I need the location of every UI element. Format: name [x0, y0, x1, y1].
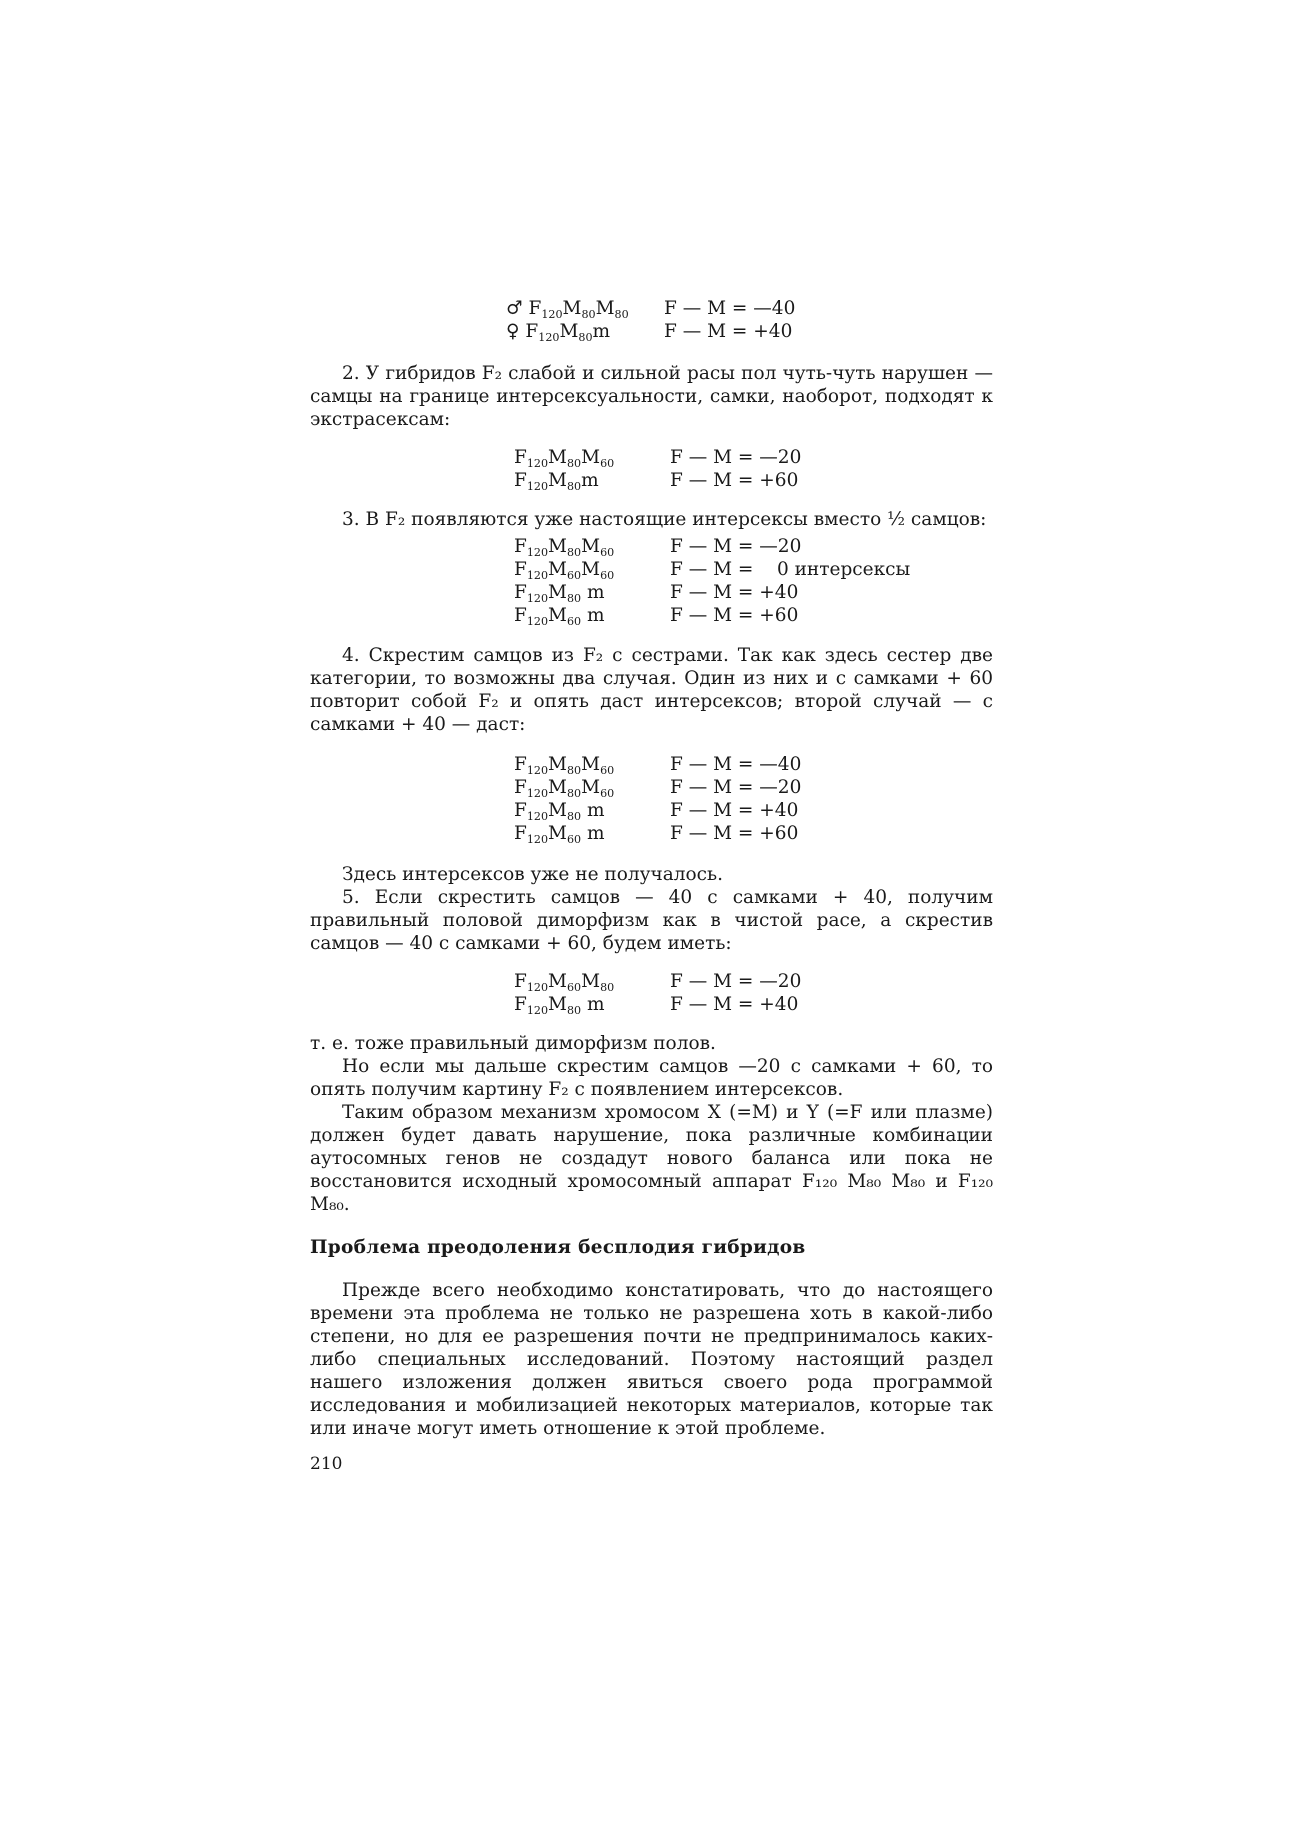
formula-block-5 [514, 970, 993, 1016]
formula-genotype: $F_{120}M_{80}M_{60}$ [514, 777, 615, 800]
formula-equation: F — M = +60 [670, 605, 799, 626]
formula-genotype: $F_{120}M_{80}M_{60}$ [514, 536, 615, 559]
formula-genotype: $F_{120}M_{60}$ m [514, 605, 605, 628]
formula-equation: F — M = +40 [664, 321, 793, 342]
formula-equation: F — M = —20 [670, 536, 802, 557]
formula-genotype: $F_{120}M_{60}M_{60}$ [514, 559, 615, 582]
paragraph-4: 4. Скрестим самцов из F₂ с сестрами. Так как здесь сестер две категории, то возможны два случая. Один из них и с самками + 60 повторит собой F₂ и опять даст интерсексов; второй случай — с самками + 40 — даст: [310, 645, 993, 735]
formula-row [514, 993, 993, 1016]
formula-block-4 [514, 753, 993, 845]
formula-row [514, 753, 993, 776]
formula-row [514, 535, 993, 558]
paragraph-2: 2. У гибридов F₂ слабой и сильной расы пол чуть-чуть нарушен — самцы на границе интерсексуальности, самки, наоборот, подходят к экстрасексам: [310, 363, 993, 430]
formula-row [514, 822, 993, 845]
formula-genotype: $F_{120}M_{80}$ m [514, 800, 605, 823]
formula-equation: F — M = +40 [670, 994, 799, 1015]
formula-equation: F — M = +40 [670, 800, 799, 821]
formula-genotype [506, 320, 664, 343]
paragraph-3: 3. В F₂ появляются уже настоящие интерсексы вместо ½ самцов: [342, 509, 987, 530]
formula-equation: F — M = —20 [670, 971, 802, 992]
formula-row [514, 469, 993, 492]
formula-equation: F — M = —40 [670, 754, 802, 775]
paragraph-5a: Здесь интерсексов уже не получалось. [342, 864, 723, 885]
page-number: 210 [310, 1454, 343, 1474]
formula-row [514, 776, 993, 799]
formula-row [514, 581, 993, 604]
paragraph-6: т. е. тоже правильный диморфизм полов. [310, 1033, 716, 1054]
formula-equation: F — M = —40 [664, 298, 796, 319]
formula-genotype: $F_{120}M_{80}$ m [514, 582, 605, 605]
formula-block-2 [514, 446, 993, 492]
section-heading: Проблема преодоления бесплодия гибридов [310, 1237, 806, 1258]
formula-equation: F — M = +60 [670, 823, 799, 844]
formula-row [514, 604, 993, 627]
paragraph-7: Но если мы дальше скрестим самцов —20 с самками + 60, то опять получим картину F₂ с появлением интерсексов. [310, 1056, 993, 1100]
formula-row [514, 970, 993, 993]
formula-block-0 [506, 297, 993, 343]
female-symbol-icon: ♀ [506, 321, 520, 342]
formula-equation: F — M = +40 [670, 582, 799, 603]
genotype-text: $F_{120}M_{80}M_{80}$ [528, 298, 629, 321]
formula-row [506, 320, 993, 343]
page-body [310, 297, 993, 1440]
formula-genotype: $F_{120}M_{80}m$ [514, 470, 599, 493]
formula-row [506, 297, 993, 320]
formula-equation: F — M = 0 интерсексы [670, 559, 911, 580]
formula-genotype: $F_{120}M_{60}$ m [514, 823, 605, 846]
formula-equation: F — M = +60 [670, 470, 799, 491]
paragraph-5b: 5. Если скрестить самцов — 40 с самками + 40, получим правильный половой диморфизм как в чистой расе, а скрестив самцов — 40 с самками + 60, будем иметь: [310, 887, 993, 954]
genotype-text: $F_{120}M_{80}m$ [525, 321, 611, 344]
paragraph-8: Таким образом механизм хромосом X (=M) и Y (=F или плазме) должен будет давать нарушение, пока различные комбинации аутосомных генов не создадут нового баланса или пока не восстановится исходный хромосомный аппарат F₁₂₀ M₈₀ M₈₀ и F₁₂₀ M₈₀. [310, 1102, 993, 1215]
formula-genotype: $F_{120}M_{80}$ m [514, 994, 605, 1017]
formula-row [514, 799, 993, 822]
formula-genotype: $F_{120}M_{60}M_{80}$ [514, 971, 615, 994]
formula-equation: F — M = —20 [670, 777, 802, 798]
formula-genotype: $F_{120}M_{80}M_{60}$ [514, 447, 615, 470]
paragraph-9: Прежде всего необходимо констатировать, что до настоящего времени эта проблема не только не разрешена хоть в какой-либо степени, но для ее разрешения почти не предпринималось каких-либо специальных исследований. Поэтому настоящий раздел нашего изложения должен явиться своего рода программой исследования и мобилизацией некоторых материалов, которые так или иначе могут иметь отношение к этой проблеме. [310, 1280, 993, 1439]
formula-genotype [506, 297, 664, 320]
male-symbol-icon: ♂ [506, 298, 523, 319]
formula-block-3 [514, 535, 993, 627]
formula-row [514, 558, 993, 581]
formula-genotype: $F_{120}M_{80}M_{60}$ [514, 754, 615, 777]
formula-equation: F — M = —20 [670, 447, 802, 468]
formula-row [514, 446, 993, 469]
